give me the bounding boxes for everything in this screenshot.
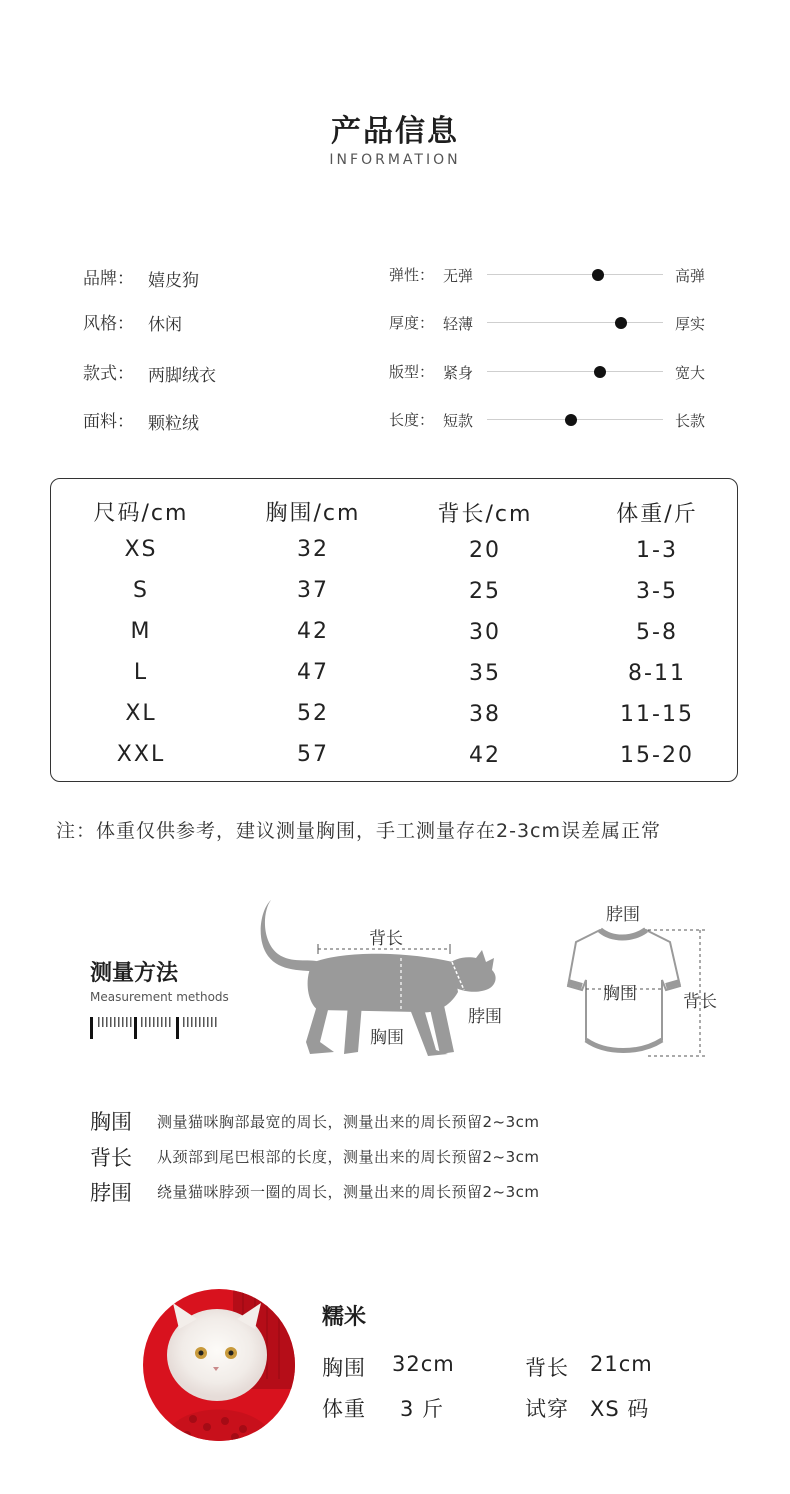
attr-fabric-value: 颗粒绒 xyxy=(148,414,199,434)
scale-length-high: 长款 xyxy=(675,412,706,430)
table-header-weight: 体重/斤 xyxy=(616,502,698,527)
shirt-chest-label: 胸围 xyxy=(603,984,637,1004)
scale-elasticity-track xyxy=(487,274,663,275)
scale-thickness-label: 厚度： xyxy=(389,314,435,332)
attr-style-value: 休闲 xyxy=(148,315,182,335)
table-cell: 32 xyxy=(297,537,329,562)
shirt-neck-label: 脖围 xyxy=(606,905,640,925)
scale-thickness-high: 厚实 xyxy=(675,315,706,333)
table-cell: 15-20 xyxy=(620,743,694,768)
table-cell: XS xyxy=(124,537,158,562)
stat-back-label: 背长 xyxy=(525,1356,569,1380)
table-header-size: 尺码/cm xyxy=(93,501,189,526)
table-cell: 3-5 xyxy=(636,579,678,604)
table-cell: 47 xyxy=(297,660,329,685)
ruler-icon xyxy=(90,1014,220,1040)
table-cell: 42 xyxy=(297,619,329,644)
stat-weight-value: 3 斤 xyxy=(400,1397,445,1421)
table-cell: 52 xyxy=(297,701,329,726)
desc-chest-text: 测量猫咪胸部最宽的周长，测量出来的周长预留2~3cm xyxy=(157,1113,540,1131)
table-cell: 30 xyxy=(469,620,501,645)
table-cell: XXL xyxy=(116,742,166,767)
stat-chest-value: 32cm xyxy=(392,1352,455,1376)
desc-back-key: 背长 xyxy=(90,1146,132,1170)
note-text: 注：体重仅供参考，建议测量胸围，手工测量存在2-3cm误差属正常 xyxy=(56,820,661,842)
scale-fit-marker xyxy=(594,366,606,378)
page-subtitle: INFORMATION xyxy=(329,152,461,168)
desc-neck-key: 脖围 xyxy=(90,1181,132,1205)
page-title: 产品信息 xyxy=(331,114,459,149)
shirt-back-label: 背长 xyxy=(683,992,717,1012)
table-cell: XL xyxy=(125,701,157,726)
table-cell: 8-11 xyxy=(628,661,686,686)
stat-back-value: 21cm xyxy=(590,1352,653,1376)
table-cell: 35 xyxy=(469,661,501,686)
scale-thickness-low: 轻薄 xyxy=(443,315,474,333)
table-cell: 42 xyxy=(469,743,501,768)
scale-fit-track xyxy=(487,371,663,372)
pet-name: 糯米 xyxy=(322,1305,367,1330)
scale-length-marker xyxy=(565,414,577,426)
table-cell: 57 xyxy=(297,742,329,767)
stat-try-label: 试穿 xyxy=(525,1397,569,1421)
scale-length-label: 长度： xyxy=(389,411,435,429)
table-cell: L xyxy=(133,660,149,685)
table-cell: 37 xyxy=(297,578,329,603)
scale-fit-label: 版型： xyxy=(389,363,435,381)
stat-weight-label: 体重 xyxy=(322,1397,366,1421)
table-cell: S xyxy=(133,578,149,603)
scale-elasticity-marker xyxy=(592,269,604,281)
attr-brand-value: 嬉皮狗 xyxy=(148,271,199,291)
table-cell: 25 xyxy=(469,579,501,604)
stat-chest-label: 胸围 xyxy=(322,1356,366,1380)
cat-back-label: 背长 xyxy=(369,929,403,949)
scale-elasticity-low: 无弹 xyxy=(443,267,474,285)
table-header-back: 背长/cm xyxy=(437,502,533,527)
scale-fit-high: 宽大 xyxy=(675,364,706,382)
scale-thickness-track xyxy=(487,322,663,323)
table-header-chest: 胸围/cm xyxy=(265,501,361,526)
table-cell: M xyxy=(130,619,152,644)
attr-fabric-label: 面料： xyxy=(83,412,134,432)
cat-photo-illustration xyxy=(143,1289,295,1441)
cat-neck-label: 脖围 xyxy=(468,1007,502,1027)
measure-title: 测量方法 xyxy=(90,961,179,986)
cat-photo xyxy=(143,1289,295,1441)
table-cell: 5-8 xyxy=(636,620,678,645)
table-cell: 38 xyxy=(469,702,501,727)
scale-fit-low: 紧身 xyxy=(443,364,474,382)
table-cell: 1-3 xyxy=(636,538,678,563)
attr-type-label: 款式： xyxy=(83,364,134,384)
desc-back-text: 从颈部到尾巴根部的长度，测量出来的周长预留2~3cm xyxy=(157,1148,540,1166)
table-cell: 11-15 xyxy=(620,702,694,727)
table-cell: 20 xyxy=(469,538,501,563)
stat-try-value: XS 码 xyxy=(590,1397,650,1421)
cat-chest-label: 胸围 xyxy=(370,1028,404,1048)
scale-thickness-marker xyxy=(615,317,627,329)
desc-chest-key: 胸围 xyxy=(90,1110,132,1134)
scale-elasticity-high: 高弹 xyxy=(675,267,706,285)
attr-style-label: 风格： xyxy=(83,314,134,334)
scale-elasticity-label: 弹性： xyxy=(389,266,435,284)
scale-length-low: 短款 xyxy=(443,412,474,430)
desc-neck-text: 绕量猫咪脖颈一圈的周长，测量出来的周长预留2~3cm xyxy=(157,1183,540,1201)
attr-type-value: 两脚绒衣 xyxy=(148,366,216,386)
attr-brand-label: 品牌： xyxy=(83,269,134,289)
measure-subtitle: Measurement methods xyxy=(90,990,229,1004)
